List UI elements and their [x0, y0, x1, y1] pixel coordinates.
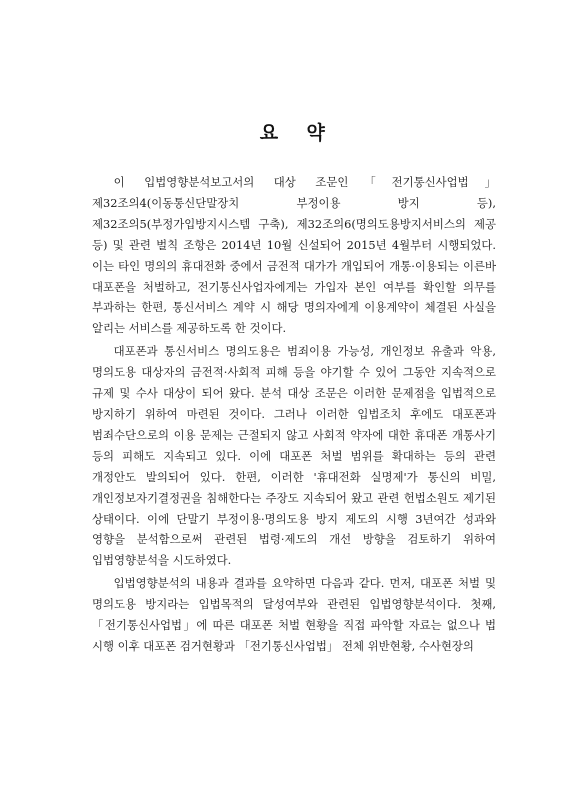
summary-paragraph-3: 입법영향분석의 내용과 결과를 요약하면 다음과 같다. 먼저, 대포폰 처벌 및 명의도용 방지라는 입법목적의 달성여부와 관련된 입법영향분석이다. 첫째, 「전기통신사업법」에 따른 대포폰 처벌 현황을 직접 파악할 자료는 없으나 법 시행 이후 대포폰 검거현황과 「전기통신사업법」 전체 위반현황, 수사현장의 — [92, 576, 496, 653]
page-title — [0, 118, 585, 145]
summary-paragraph-1: 이 입법영향분석보고서의 대상 조문인「전기통신사업법」제32조의4(이동통신단말장치 부정이용 방지 등), 제32조의5(부정가입방지시스템 구축), 제32조의6(명의도용방지서비스의 제공 등) 및 관련 벌칙 조항은 2014년 10월 신설되어 2015년 4월부터 시행되었다. 이는 타인 명의의 휴대전화 중에서 금전적 대가가 개입되어 개통·이용되는 이른바 대포폰을 처벌하고, 전기통신사업자에게는 가입자 본인 여부를 확인할 의무를 부과하는 한편, 통신서비스 계약 시 해당 명의자에게 이용계약이 체결된 사실을 알리는 서비스를 제공하도록 한 것이다. — [92, 175, 496, 336]
summary-body — [92, 172, 496, 659]
title-char-2: 약 — [306, 122, 326, 144]
summary-paragraph-2: 대포폰과 통신서비스 명의도용은 범죄이용 가능성, 개인정보 유출과 악용, 명의도용 대상자의 금전적·사회적 피해 등을 야기할 수 있어 그동안 지속적으로 규제 및 수사 대상이 되어 왔다. 분석 대상 조문은 이러한 문제점을 입법적으로 방지하기 위하여 마련된 것이다. 그러나 이러한 입법조치 후에도 대포폰과 범죄수단으로의 이용 문제는 근절되지 않고 사회적 약자에 대한 휴대폰 개통사기 등의 피해도 지속되고 있다. 이에 대포폰 처벌 범위를 확대하는 등의 관련 개정안도 발의되어 있다. 한편, 이러한 '휴대전화 실명제'가 통신의 비밀, 개인정보자기결정권을 침해한다는 주장도 지속되어 왔고 관련 헌법소원도 제기된 상태이다. 이에 단말기 부정이용·명의도용 방지 제도의 시행 3년여간 성과와 영향을 분석함으로써 관련된 법령·제도의 개선 방향을 검토하기 위하여 입법영향분석을 시도하였다. — [92, 344, 496, 568]
title-char-1: 요 — [259, 122, 279, 144]
